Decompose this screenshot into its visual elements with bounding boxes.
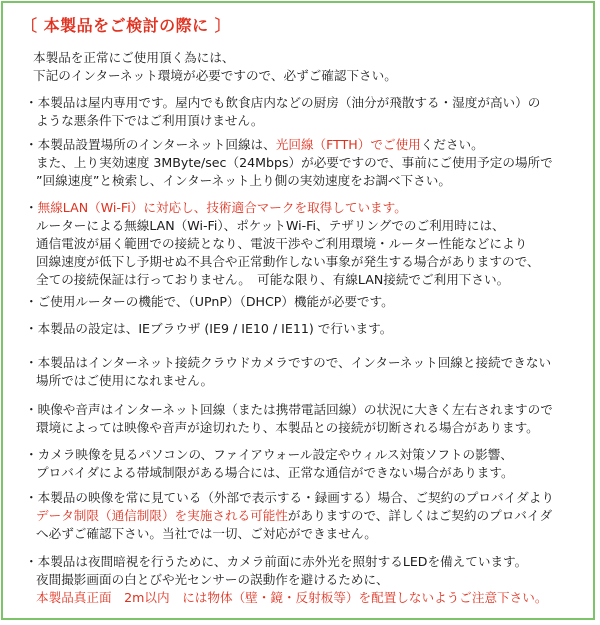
notice-infrared-led — [25, 553, 595, 607]
notice-network-quality — [25, 401, 595, 437]
text-line: ・ご使用ルーターの機能で、（UPnP）（DHCP）機能が必要です。 — [25, 294, 394, 309]
text-line: 環境によっては映像や音声が途切れたり、本製品との接続が切断される場合があります。 — [36, 420, 539, 435]
text-line: へ必ずご確認下さい。当社では一切、ご対応ができません。 — [36, 526, 377, 541]
text-line: ・本製品の設定は、IEブラウザ (IE9 / IE10 / IE11) で行います。 — [25, 321, 393, 336]
text-line: 夜間撮影画面の白とびや光センサーの誤動作を避けるために、 — [36, 572, 389, 587]
text-line: ・本製品は夜間暗視を行うために、カメラ前面に赤外光を照射するLEDを備えています。 — [25, 554, 528, 569]
text-line: 場所ではご使用になれません。 — [36, 373, 214, 388]
text-line: 回線速度が低下し予期せぬ不具合や正常動作しない事象が発生する場合がありますので、 — [36, 254, 540, 269]
text-line: ・カメラ映像を見るパソコンの、ファイアウォール設定やウィルス対策ソフトの影響、 — [25, 447, 513, 462]
text-line: また、上り実効速度 3MByte/sec（24Mbps）が必要ですので、事前にご使用予定の場所で — [36, 155, 553, 170]
intro-line: 下記のインターネット環境が必要ですので、必ずご確認下さい。 — [33, 68, 397, 83]
notice-fiber-line — [25, 136, 595, 190]
notice-title: 〔 本製品をご検討の際に 〕 — [21, 16, 232, 35]
intro-text — [33, 49, 397, 85]
text-line: 全ての接続保証は行っておりません。 可能な限り、有線LAN接続でご利用下さい。 — [36, 272, 510, 287]
notice-router-functions — [25, 293, 595, 311]
text-line: ・無線LAN（Wi-Fi）に対応し、技術適合マークを取得しています。 — [25, 200, 407, 215]
text-line: ルーターによる無線LAN（Wi-Fi）、ポケットWi-Fi、テザリングでのご利用時には、 — [36, 218, 505, 233]
text-line: ・本製品は屋内専用です。屋内でも飲食店内などの厨房（油分が飛散する・湿度が高い）の — [25, 95, 541, 110]
highlight-text: 無線LAN（Wi-Fi）に対応し、技術適合マークを取得しています。 — [37, 200, 407, 215]
text-line: 通信電波が届く範囲での接続となり、電波干渉やご利用環境・ルーター性能などにより — [36, 236, 528, 251]
highlight-text: 光回線（FTTH）でご使用 — [275, 137, 421, 152]
notice-frame — [1, 1, 595, 620]
text-line: データ制限（通信制限）を実施される可能性がありますので、詳しくはご契約のプロバイダ — [36, 508, 553, 523]
notice-ie-browser — [25, 320, 595, 338]
text-line: ・本製品の映像を常に見ている（外部で表示する・録画する）場合、ご契約のプロバイダより — [25, 490, 554, 505]
highlight-text: データ制限（通信制限）を実施される可能性 — [36, 508, 288, 523]
text-line: ・本製品設置場所のインターネット回線は、光回線（FTTH）でご使用ください。 — [25, 137, 484, 152]
notice-data-limit — [25, 489, 595, 543]
intro-line: 本製品を正常にご使用頂く為には、 — [33, 50, 235, 65]
text-line: ような悪条件下ではご利用頂けません。 — [36, 113, 264, 128]
text-line: プロバイダによる帯域制限がある場合には、正常な通信ができない場合があります。 — [36, 465, 514, 480]
notice-wireless-lan — [25, 199, 595, 289]
notice-indoor-only — [25, 94, 595, 130]
notice-cloud-camera — [25, 354, 595, 390]
text-line: ”回線速度”と検索し、インターネット上り側の実効速度をお調べ下さい。 — [36, 173, 451, 188]
text-line: ・映像や音声はインターネット回線（または携帯電話回線）の状況に大きく左右されますので — [25, 402, 553, 417]
notice-firewall — [25, 446, 595, 482]
highlight-text: 本製品真正面 2m以内 には物体（壁・鏡・反射板等）を配置しないようご注意下さい。 — [36, 590, 548, 605]
text-line: ・本製品はインターネット接続クラウドカメラですので、インターネット回線と接続できない — [25, 355, 552, 370]
